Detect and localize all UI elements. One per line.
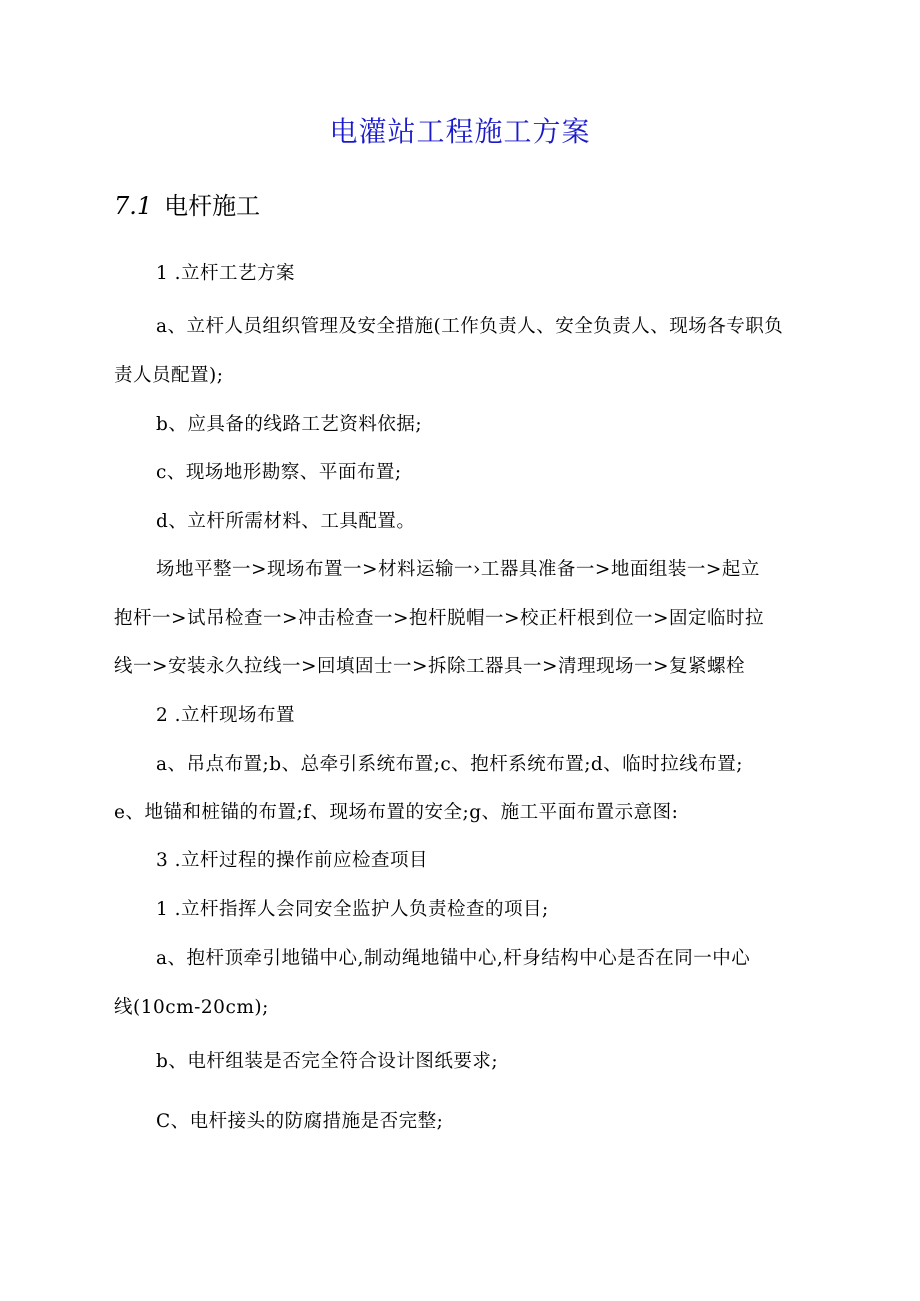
section-heading xyxy=(114,186,260,221)
paragraph-line: d、立杆所需材料、工具配置。 xyxy=(156,511,416,532)
paragraph-line: a、立杆人员组织管理及安全措施(工作负责人、安全负责人、现场各专职负 xyxy=(156,316,784,337)
subsection-heading-2: 2 .立杆现场布置 xyxy=(156,705,296,726)
paragraph-line: a、吊点布置;b、总牵引系统布置;c、抱杆系统布置;d、临时拉线布置; xyxy=(156,754,744,775)
paragraph-line: a、抱杆顶牵引地锚中心,制动绳地锚中心,杆身结构中心是否在同一中心 xyxy=(156,948,751,969)
process-flow-line: 场地平整一>现场布置一>材料运输一›工器具准备一>地面组装一>起立 xyxy=(156,559,760,580)
paragraph-line: 责人员配置); xyxy=(114,365,224,386)
paragraph-line: b、应具备的线路工艺资料依据; xyxy=(156,414,423,435)
process-flow-line: 线一>安装永久拉线一>回填固士一>拆除工器具一>清理现场一>复紧螺栓 xyxy=(114,656,746,677)
document-title: 电灌站工程施工方案 xyxy=(329,115,591,148)
paragraph-line: e、地锚和桩锚的布置;f、现场布置的安全;g、施工平面布置示意图: xyxy=(114,802,679,823)
subsection-heading-1: 1 .立杆工艺方案 xyxy=(156,263,296,284)
paragraph-line: C、电杆接头的防腐措施是否完整; xyxy=(156,1111,444,1132)
paragraph-line: b、电杆组装是否完全符合设计图纸要求; xyxy=(156,1051,499,1072)
subsection-heading-3: 3 .立杆过程的操作前应检查项目 xyxy=(156,850,429,871)
section-number: 7.1 xyxy=(114,192,153,220)
paragraph-line: 线(10cm-20cm); xyxy=(114,997,269,1018)
paragraph-line: 1 .立杆指挥人会同安全监护人负责检查的项目; xyxy=(156,899,549,920)
process-flow-line: 抱杆一>试吊检查一>冲击检查一>抱杆脱帽一>校正杆根到位一>固定临时拉 xyxy=(114,608,765,629)
section-title: 电杆施工 xyxy=(164,192,261,220)
paragraph-line: c、现场地形勘察、平面布置; xyxy=(156,462,402,483)
